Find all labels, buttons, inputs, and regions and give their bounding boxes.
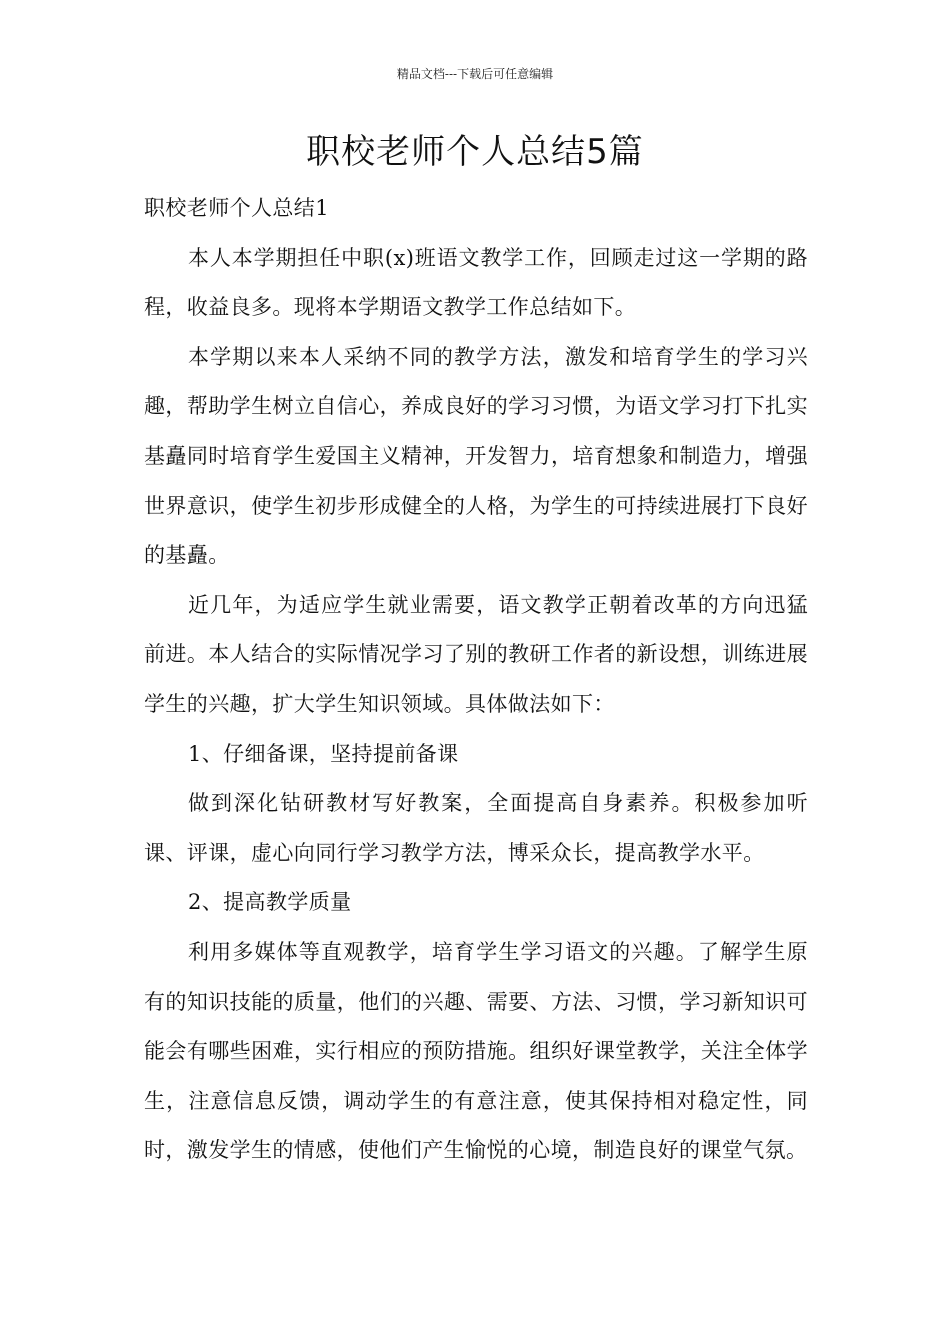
paragraph: 本人本学期担任中职(x)班语文教学工作，回顾走过这一学期的路程，收益良多。现将本学期语文教学工作总结如下。 — [144, 245, 808, 320]
list-heading: 1、仔细备课，坚持提前备课 — [188, 741, 459, 766]
paragraph: 做到深化钻研教材写好教案，全面提高自身素养。积极参加听课、评课，虚心向同行学习教学方法，博采众长，提高教学水平。 — [144, 791, 808, 865]
document-title: 职校老师个人总结5篇 — [306, 132, 644, 172]
document-body — [144, 184, 808, 1176]
header-note: 精品文档---下载后可任意编辑 — [396, 67, 554, 81]
paragraph: 近几年，为适应学生就业需要，语文教学正朝着改革的方向迅猛前进。本人结合的实际情况学习了别的教研工作者的新设想，训练进展学生的兴趣，扩大学生知识领域。具体做法如下： — [144, 592, 808, 716]
paragraph: 本学期以来本人采纳不同的教学方法，激发和培育学生的学习兴趣，帮助学生树立自信心，养成良好的学习习惯，为语文学习打下扎实基矗同时培育学生爱国主义精神，开发智力，培育想象和制造力，增强世界意识，使学生初步形成健全的人格，为学生的可持续进展打下良好的基矗。 — [144, 344, 808, 568]
section-heading: 职校老师个人总结1 — [144, 196, 329, 220]
paragraph: 利用多媒体等直观教学，培育学生学习语文的兴趣。了解学生原有的知识技能的质量，他们的兴趣、需要、方法、习惯，学习新知识可能会有哪些困难，实行相应的预防措施。组织好课堂教学，关注全体学生，注意信息反馈，调动学生的有意注意，使其保持相对稳定性，同时，激发学生的情感，使他们产生愉悦的心境，制造良好的课堂气氛。 — [144, 939, 808, 1163]
list-heading: 2、提高教学质量 — [188, 890, 352, 915]
